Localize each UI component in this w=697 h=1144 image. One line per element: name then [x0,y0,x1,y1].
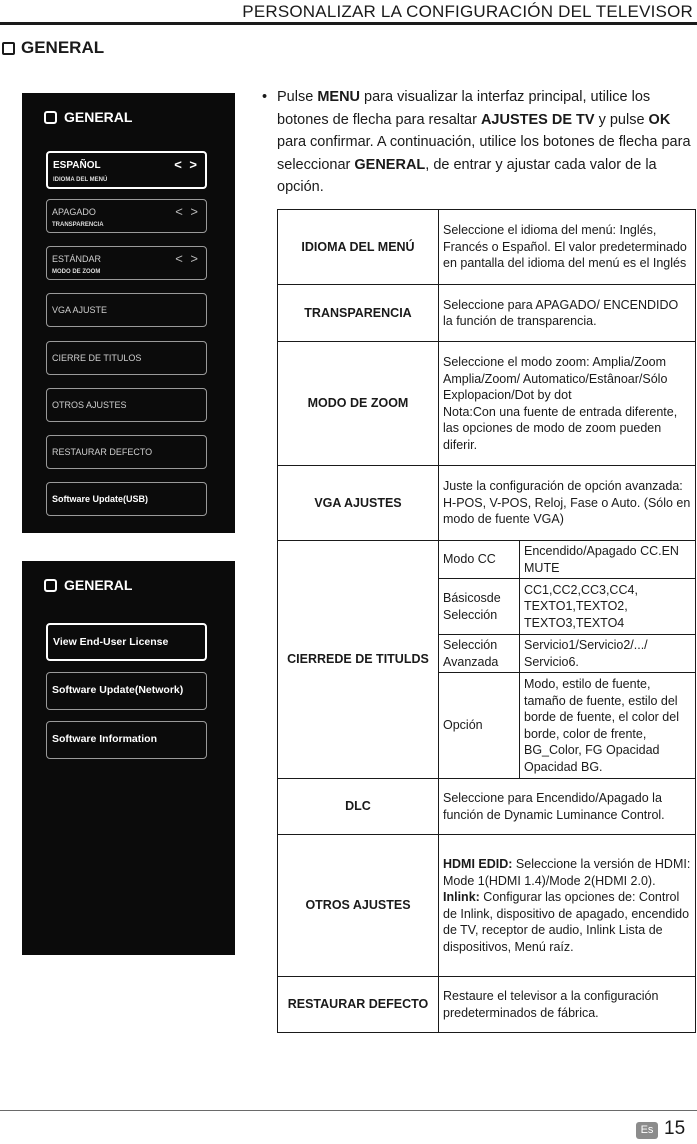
setting-description: Seleccione para Encendido/Apagado la función de Dynamic Luminance Control. [439,779,696,835]
setting-label: RESTAURAR DEFECTO [278,977,439,1033]
tv-menu-item-software-update-network[interactable] [46,672,207,710]
tv-menu-item-software-information[interactable] [46,721,207,759]
tv-menu-item-label: View End-User License [53,636,169,648]
sub-setting-description: CC1,CC2,CC3,CC4, TEXTO1,TEXTO2, TEXTO3,TEXTO4 [520,579,696,635]
setting-description: Restaure el televisor a la configuración predeterminados de fábrica. [439,977,696,1033]
tv-menu-item-label: OTROS AJUSTES [52,400,127,410]
setting-label: CIERREDE DE TITULDS [278,541,439,779]
setting-description: Juste la configuración de opción avanzada: H-POS, V-POS, Reloj, Fase o Auto. (Sólo en modo de fuente VGA) [439,466,696,541]
intro-text: Pulse MENU para visualizar la interfaz principal, utilice los botones de flecha para resaltar AJUSTES DE TV y pulse OK para confirmar. A continuación, utilice los botones de flecha para seleccionar GENERAL, de entrar y ajustar cada valor de la opción. [277,89,691,195]
bullet-icon: • [262,89,268,105]
setting-label: IDIOMA DEL MENÚ [278,210,439,285]
settings-table [277,209,696,1033]
tv-menu-item-label: TRANSPARENCIA [52,222,104,228]
sub-setting-label: Modo CC [439,541,520,579]
language-badge: Es [636,1122,658,1139]
left-right-arrows-icon: < > [175,251,200,266]
setting-label: DLC [278,779,439,835]
header-rule [0,22,697,25]
table-row [278,342,696,466]
tv-menu-header [44,577,132,593]
sub-setting-description: Modo, estilo de fuente, tamaño de fuente, estilo del borde de fuente, el color del borde, color de frente, BG_Color, FG Opacidad Opacidad BG. [520,673,696,779]
tv-menu-item-value: ESTÁNDAR [52,254,102,264]
tv-menu-item-label: MODO DE ZOOM [52,269,101,275]
setting-label: MODO DE ZOOM [278,342,439,466]
footer-rule [0,1110,697,1111]
setting-description: Seleccione para APAGADO/ ENCENDIDO la función de transparencia. [439,285,696,342]
tv-menu-item-label: VGA AJUSTE [52,305,108,315]
table-row [278,210,696,285]
table-row [278,285,696,342]
setting-description: HDMI EDID: Seleccione la versión de HDMI: Mode 1(HDMI 1.4)/Mode 2(HDMI 2.0). Inlink: Configurar las opciones de: Control de Inlink, dispositivo de apagado, encendido de TV, receptor de audio, Inlink Lista de dispositivos, Menú raíz. [439,835,696,977]
tv-menu-item-cierre[interactable] [46,341,207,375]
tv-menu-item-value: ESPAÑOL [53,160,101,171]
table-row [278,977,696,1033]
tv-menu-item-idioma[interactable] [46,151,207,189]
tv-menu-item-restaurar[interactable] [46,435,207,469]
tv-menu-screenshot-general [22,93,235,533]
tv-menu-title: GENERAL [64,109,133,125]
table-row [278,466,696,541]
page-header-title: PERSONALIZAR LA CONFIGURACIÓN DEL TELEVISOR [242,2,693,21]
tv-menu-title: GENERAL [64,577,133,593]
section-heading [2,38,104,58]
left-right-arrows-icon: < > [174,157,199,172]
tv-menu-item-label: IDIOMA DEL MENÚ [53,177,108,183]
tv-menu-item-label: CIERRE DE TITULOS [52,353,142,363]
sub-setting-description: Servicio1/Servicio2/.../ Servicio6. [520,635,696,673]
setting-label: VGA AJUSTES [278,466,439,541]
square-icon [44,111,57,124]
section-title: GENERAL [21,38,105,57]
table-row [278,835,696,977]
left-right-arrows-icon: < > [175,204,200,219]
square-icon [44,579,57,592]
tv-menu-item-label: RESTAURAR DEFECTO [52,447,153,457]
tv-menu-item-label: Software Information [52,733,158,745]
sub-setting-label: Básicosde Selección [439,579,520,635]
tv-menu-item-label: Software Update(USB) [52,494,149,504]
sub-setting-label: Opción [439,673,520,779]
intro-paragraph [262,86,694,199]
setting-description: Seleccione el modo zoom: Amplia/Zoom Amplia/Zoom/ Automatico/Estânoar/Sólo Explopacion/Dot by dot Nota:Con una fuente de entrada diferente, las opciones de modo de zoom pueden diferir. [439,342,696,466]
tv-menu-item-vga[interactable] [46,293,207,327]
tv-menu-item-zoom[interactable] [46,246,207,280]
tv-menu-header [44,109,132,125]
tv-menu-item-otros[interactable] [46,388,207,422]
tv-menu-item-value: APAGADO [52,207,96,217]
page-number: 15 [664,1118,686,1139]
table-row [278,779,696,835]
square-icon [2,42,15,55]
tv-menu-item-software-update-usb[interactable] [46,482,207,516]
sub-setting-description: Encendido/Apagado CC.EN MUTE [520,541,696,579]
table-row [278,541,696,579]
tv-menu-item-label: Software Update(Network) [52,684,184,696]
tv-menu-item-transparencia[interactable] [46,199,207,233]
tv-menu-item-end-user-license[interactable] [46,623,207,661]
setting-label: OTROS AJUSTES [278,835,439,977]
setting-description: Seleccione el idioma del menú: Inglés, Francés o Español. El valor predeterminado en pantalla del idioma del menú es el Inglés [439,210,696,285]
setting-label: TRANSPARENCIA [278,285,439,342]
sub-setting-label: Selección Avanzada [439,635,520,673]
tv-menu-screenshot-general-network [22,561,235,955]
